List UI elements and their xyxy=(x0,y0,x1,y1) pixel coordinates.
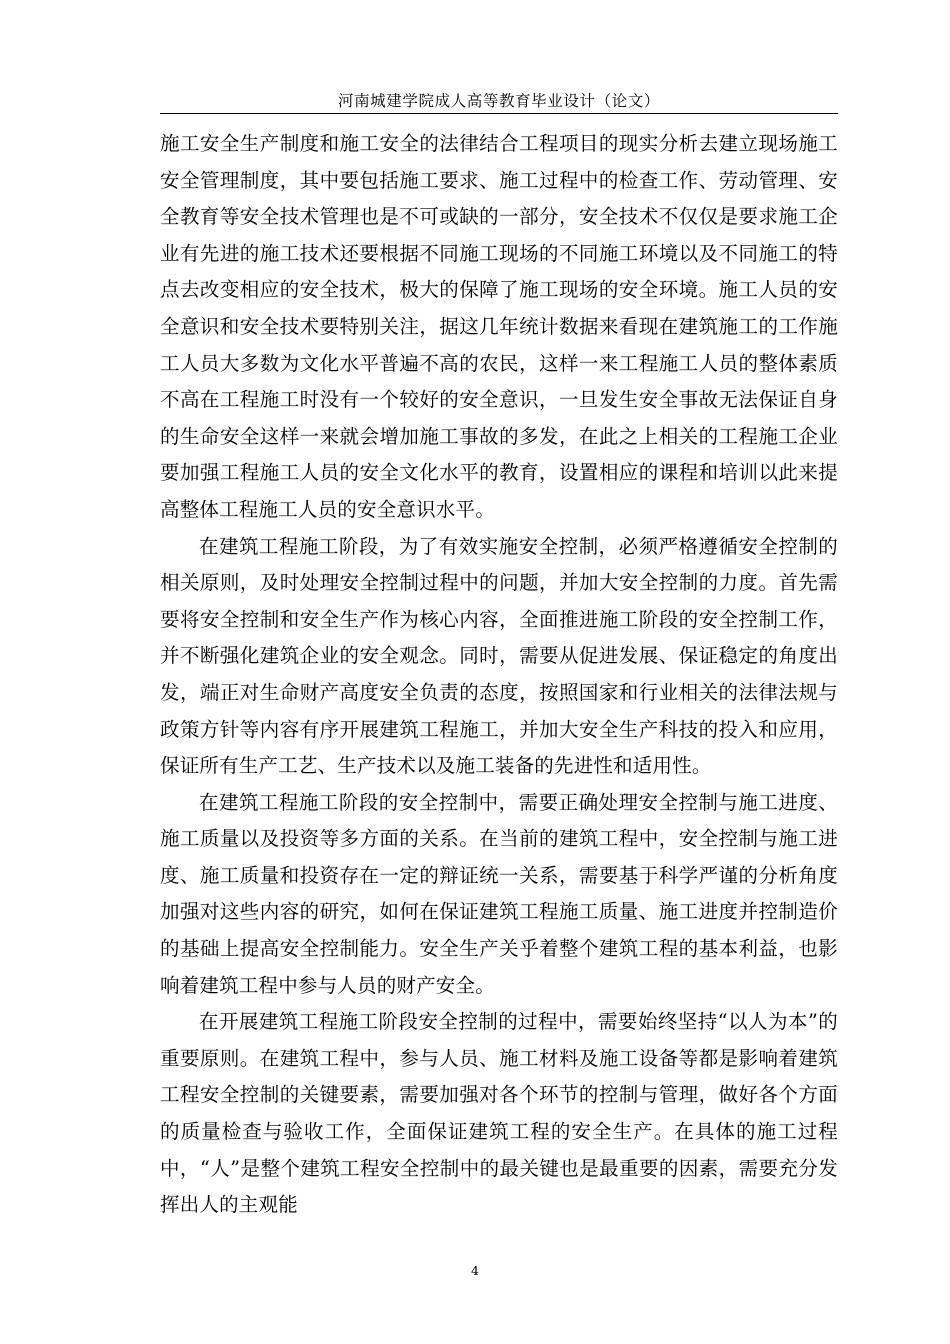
paragraph: 在建筑工程施工阶段的安全控制中，需要正确处理安全控制与施工进度、施工质量以及投资等多方面的关系。在当前的建筑工程中，安全控制与施工进度、施工质量和投资存在一定的辩证统一关系，需要基于科学严谨的分析角度加强对这些内容的研究，如何在保证建筑工程施工质量、施工进度并控制造价的基础上提高安全控制能力。安全生产关乎着整个建筑工程的基本利益，也影响着建筑工程中参与人员的财产安全。 xyxy=(160,790,838,997)
header-divider xyxy=(160,113,838,114)
paragraph: 在开展建筑工程施工阶段安全控制的过程中，需要始终坚持“以人为本”的重要原则。在建筑工程中，参与人员、施工材料及施工设备等都是影响着建筑工程安全控制的关键要素，需要加强对各个环节的控制与管理，做好各个方面的质量检查与验收工作，全面保证建筑工程的安全生产。在具体的施工过程中，“人”是整个建筑工程安全控制中的最关键也是最重要的因素，需要充分发挥出人的主观能 xyxy=(160,1010,838,1217)
body-text xyxy=(160,126,838,1224)
paragraph: 在建筑工程施工阶段，为了有效实施安全控制，必须严格遵循安全控制的相关原则，及时处理安全控制过程中的问题，并加大安全控制的力度。首先需要将安全控制和安全生产作为核心内容，全面推进施工阶段的安全控制工作，并不断强化建筑企业的安全观念。同时，需要从促进发展、保证稳定的角度出发，端正对生命财产高度安全负责的态度，按照国家和行业相关的法律法规与政策方针等内容有序开展建筑工程施工，并加大安全生产科技的投入和应用，保证所有生产工艺、生产技术以及施工装备的先进性和适用性。 xyxy=(160,534,838,778)
page-number: 4 xyxy=(471,1263,479,1278)
paragraph-continued: 施工安全生产制度和施工安全的法律结合工程项目的现实分析去建立现场施工安全管理制度，其中要包括施工要求、施工过程中的检查工作、劳动管理、安全教育等安全技术管理也是不可或缺的一部分，安全技术不仅仅是要求施工企业有先进的施工技术还要根据不同施工现场的不同施工环境以及不同施工的特点去改变相应的安全技术，极大的保障了施工现场的安全环境。施工人员的安全意识和安全技术要特别关注，据这几年统计数据来看现在建筑施工的工作施工人员大多数为文化水平普遍不高的农民，这样一来工程施工人员的整体素质不高在工程施工时没有一个较好的安全意识，一旦发生安全事故无法保证自身的生命安全这样一来就会增加施工事故的多发，在此之上相关的工程施工企业要加强工程施工人员的安全文化水平的教育，设置相应的课程和培训以此来提高整体工程施工人员的安全意识水平。 xyxy=(160,132,838,521)
page-header: 河南城建学院成人高等教育毕业设计（论文） xyxy=(337,92,660,110)
